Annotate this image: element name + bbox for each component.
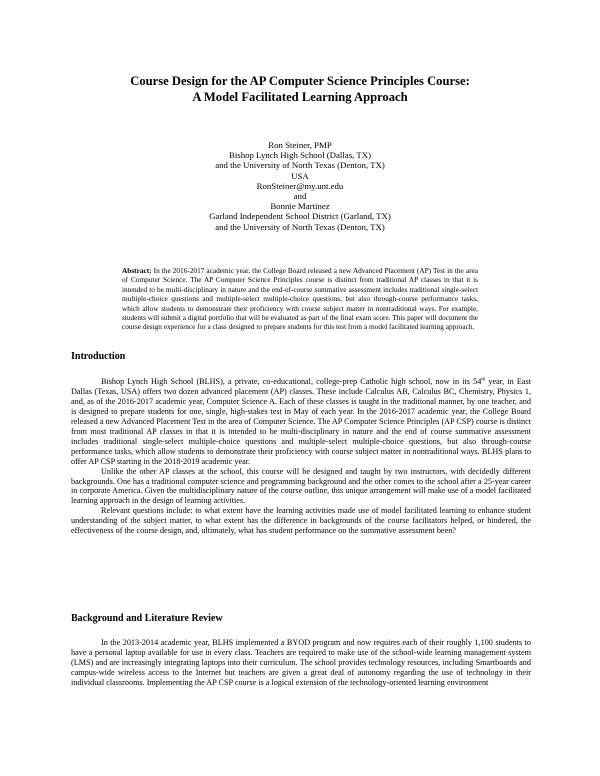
title-line-2: A Model Facilitated Learning Approach bbox=[192, 90, 408, 104]
paragraph: In the 2013-2014 academic year, BLHS implemented a BYOD program and now requires each of their roughly 1,100 students to have a personal laptop available for use in every class. Teachers are required to make use of the school-wide learning management system (LMS) and are increasingly integrating laptops into their curriculum. The school provides technology resources, including Smartboards and campus-wide wireless access to the Internet but teachers are given a great deal of autonomy regarding the use of technology in their individual classrooms. Implementing the AP CSP course is a logical extension of the technology-oriented learning environment bbox=[71, 638, 531, 687]
paragraph bbox=[71, 377, 531, 467]
background-body bbox=[71, 638, 531, 688]
abstract-label: Abstract: bbox=[122, 266, 152, 275]
author-line: and bbox=[293, 191, 307, 202]
paragraph-text: year, in East Dallas (Texas, USA) offers two dozen advanced placement (AP) classes. These include Calculus AB, Calculus BC, Chemistry, Physics 1, and, as of the 2016-2017 academic year, Computer Science A. Each of these classes is taught in the traditional manner, by one teacher, and is designed to prepare students for one, single, high-stakes test in May of each year. In the 2016-2017 academic year, the College Board released a new Advanced Placement Test in the area of Computer Science. The AP Computer Science Principles (AP CSP) course is distinct from most traditional AP classes in that it is intended to be multi-disciplinary in nature and the end of course summative assessment includes traditional single-select multiple-choice questions and multiple-select multiple-choice questions, but also through-course performance tasks, which allow students to demonstrate their proficiency with course subject matter in nontraditional ways. BLHS plans to offer AP CSP starting in the 2018-2019 academic year. bbox=[71, 377, 531, 466]
section-heading-background: Background and Literature Review bbox=[71, 613, 223, 624]
introduction-body bbox=[71, 377, 531, 536]
paper-title bbox=[60, 73, 540, 105]
section-heading-introduction: Introduction bbox=[71, 351, 126, 362]
author-line: Bonnie Martinez bbox=[270, 201, 330, 212]
paragraph-text: Bishop Lynch High School (BLHS), a private, co-educational, college-prep Catholic high school, now in its 54 bbox=[101, 377, 482, 386]
abstract-text: In the 2016-2017 academic year, the College Board released a new Advanced Placement (AP) Test in the area of Computer Science. The AP Computer Science Principles course is distinct from traditional AP classes in that it is intended to be multi-disciplinary in nature and the end-of-course summative assessment includes traditional single-select multiple-choice questions and multiple-select multiple-choice questions, but also through-course performance tasks, which allow students to demonstrate their proficiency with course subject matter in nontraditional ways. For example, students will submit a digital portfolio that will be evaluated as part of the final exam score. This paper will document the course design experience for a class designed to prepare students for this test from a model facilitated learning approach. bbox=[122, 266, 478, 332]
author-line: and the University of North Texas (Denton, TX) bbox=[215, 221, 385, 232]
superscript: th bbox=[481, 377, 486, 383]
author-line: Bishop Lynch High School (Dallas, TX) bbox=[228, 150, 372, 161]
author-line: USA bbox=[291, 170, 309, 181]
abstract bbox=[122, 266, 478, 332]
author-line: Garland Independent School District (Garland, TX) bbox=[209, 211, 391, 222]
paragraph: Relevant questions include: to what extent have the learning activities made use of model facilitated learning to enhance student understanding of the subject matter, to what extent has the difference in backgrounds of the course facilitators helped, or hindered, the effectiveness of the course design, and, ultimately, what has student performance on the summative assessment been? bbox=[71, 506, 531, 536]
title-line-1: Course Design for the AP Computer Science Principles Course: bbox=[130, 74, 470, 88]
author-line: Ron Steiner, PMP bbox=[268, 140, 332, 150]
author-line: and the University of North Texas (Denton, TX) bbox=[215, 160, 385, 171]
author-block bbox=[60, 140, 540, 232]
author-email: RonSteiner@my.unt.edu bbox=[256, 180, 344, 191]
paragraph: Unlike the other AP classes at the school, this course will be designed and taught by two instructors, with decidedly different backgrounds. One has a traditional computer science and programming background and the other comes to the school after a 25-year career in corporate America. Given the multidisciplinary nature of the course outline, this unique arrangement will make use of a model facilitated learning approach in the design of learning activities. bbox=[71, 466, 531, 506]
